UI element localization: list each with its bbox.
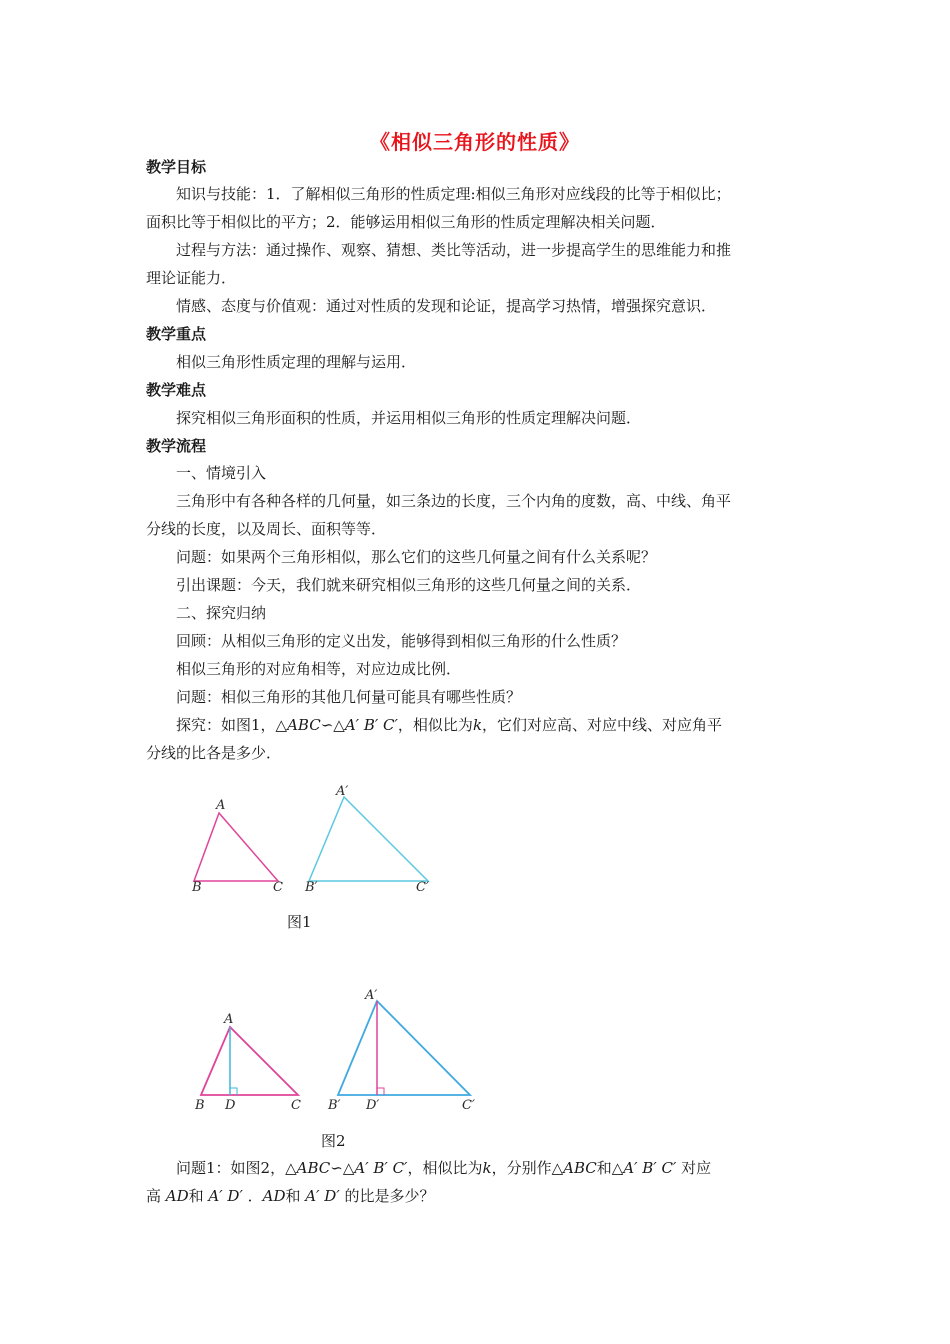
label-a-prime-fig2: A′ bbox=[365, 988, 378, 1003]
topic-para: 引出课题：今天，我们就来研究相似三角形的这些几何量之间的关系． bbox=[176, 576, 642, 594]
label-a-prime: A′ bbox=[336, 784, 349, 799]
difficulty-heading: 教学难点 bbox=[146, 381, 207, 399]
intro-para-line2: 分线的长度，以及周长、面积等等． bbox=[146, 520, 387, 538]
triangle-abc-fig2 bbox=[201, 1027, 298, 1095]
question1-line2: 高 AD和 A′ D′ ．AD和 A′ D′ 的比是多少？ bbox=[146, 1187, 435, 1205]
label-c-fig2: C bbox=[291, 1098, 301, 1113]
question-para: 问题：如果两个三角形相似，那么它们的这些几何量之间有什么关系呢？ bbox=[176, 548, 657, 566]
triangle-abc bbox=[194, 813, 278, 881]
key-text: 相似三角形性质定理的理解与运用． bbox=[176, 353, 417, 371]
label-c-prime: C′ bbox=[416, 880, 429, 895]
figure1-triangles bbox=[180, 780, 440, 900]
right-angle-mark-d bbox=[230, 1088, 237, 1095]
figure2-caption: 图2 bbox=[321, 1132, 346, 1150]
flow-heading: 教学流程 bbox=[146, 437, 207, 455]
difficulty-text: 探究相似三角形面积的性质，并运用相似三角形的性质定理解决问题． bbox=[176, 409, 642, 427]
intro-para-line1: 三角形中有各种各样的几何量，如三条边的长度，三个内角的度数，高、中线、角平 bbox=[176, 492, 732, 510]
label-b-fig2: B bbox=[195, 1098, 205, 1113]
figure2-triangles bbox=[190, 985, 490, 1115]
goal2-line2: 理论证能力． bbox=[146, 269, 237, 287]
right-angle-mark-d-prime bbox=[377, 1088, 384, 1095]
label-c-prime-fig2: C′ bbox=[462, 1098, 475, 1113]
triangle-abc-prime-fig2 bbox=[338, 1001, 470, 1095]
label-d-prime-fig2: D′ bbox=[366, 1098, 380, 1113]
label-a-fig2: A bbox=[224, 1012, 234, 1027]
property-para: 相似三角形的对应角相等，对应边成比例． bbox=[176, 660, 462, 678]
review-para: 回顾：从相似三角形的定义出发，能够得到相似三角形的什么性质？ bbox=[176, 632, 627, 650]
question1-line1: 问题1：如图2，△ABC∽△A′ B′ C′，相似比为k，分别作△ABC和△A′ B′ C′ 对应 bbox=[176, 1159, 712, 1177]
other-property-para: 问题：相似三角形的其他几何量可能具有哪些性质？ bbox=[176, 688, 522, 706]
key-heading: 教学重点 bbox=[146, 325, 207, 343]
label-b: B bbox=[192, 880, 202, 895]
step1-heading: 一、情境引入 bbox=[176, 464, 267, 482]
label-a: A bbox=[216, 798, 226, 813]
document-title: 《相似三角形的性质》 bbox=[370, 130, 580, 154]
label-b-prime: B′ bbox=[305, 880, 318, 895]
goals-heading: 教学目标 bbox=[146, 158, 207, 176]
explore-para-line2: 分线的比各是多少． bbox=[146, 744, 282, 762]
label-b-prime-fig2: B′ bbox=[328, 1098, 341, 1113]
goal2-line1: 过程与方法：通过操作、观察、猜想、类比等活动，进一步提高学生的思维能力和推 bbox=[176, 241, 732, 259]
label-d-fig2: D bbox=[225, 1098, 236, 1113]
label-c: C bbox=[273, 880, 283, 895]
figure1-caption: 图1 bbox=[287, 913, 312, 931]
goal3-line: 情感、态度与价值观：通过对性质的发现和论证，提高学习热情，增强探究意识． bbox=[176, 297, 717, 315]
step2-heading: 二、探究归纳 bbox=[176, 604, 267, 622]
explore-para-line1: 探究：如图1，△ABC∽△A′ B′ C′，相似比为k，它们对应高、对应中线、对应角平 bbox=[176, 716, 723, 734]
goal1-line2: 面积比等于相似比的平方；2．能够运用相似三角形的性质定理解决相关问题． bbox=[146, 213, 666, 231]
triangle-abc-prime bbox=[309, 797, 428, 881]
goal1-line1: 知识与技能：1．了解相似三角形的性质定理:相似三角形对应线段的比等于相似比； bbox=[176, 185, 731, 203]
